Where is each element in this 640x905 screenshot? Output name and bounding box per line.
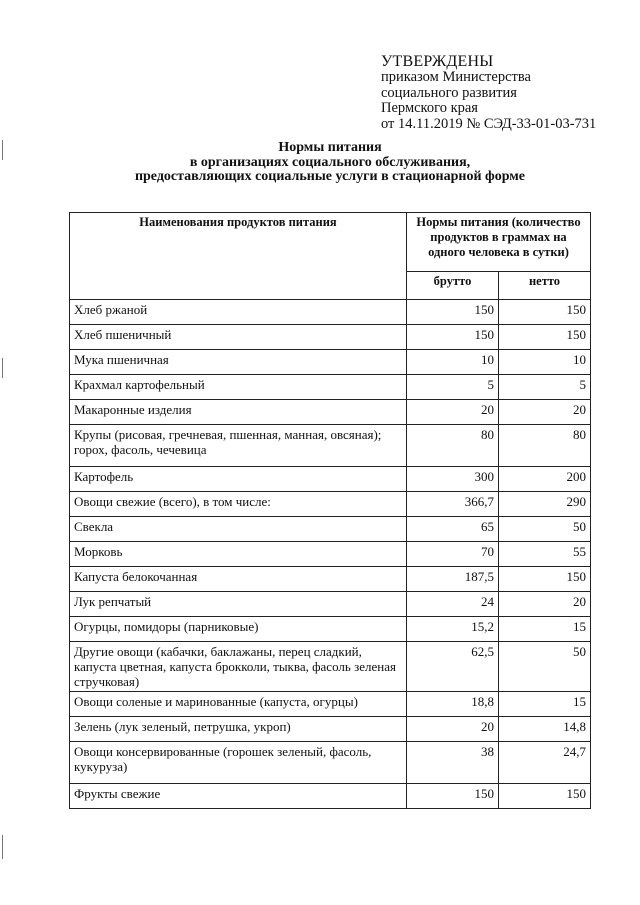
table-body [70,300,591,809]
product-name-cell: Фрукты свежие [70,784,407,809]
product-name-cell: Морковь [70,542,407,567]
net-value-cell: 80 [499,425,591,467]
net-value-cell: 50 [499,517,591,542]
table-row [70,517,591,542]
gross-value-cell: 20 [407,400,499,425]
table-row [70,492,591,517]
product-name-cell: Капуста белокочанная [70,567,407,592]
product-name-cell: Макаронные изделия [70,400,407,425]
approval-line: социального развития [381,84,517,101]
product-name-cell: Зелень (лук зеленый, петрушка, укроп) [70,717,407,742]
net-value-cell: 15 [499,692,591,717]
table-row [70,617,591,642]
product-name-cell: Крахмал картофельный [70,375,407,400]
gross-value-cell: 80 [407,425,499,467]
product-name-cell: Хлеб пшеничный [70,325,407,350]
table-row [70,300,591,325]
table-row [70,784,591,809]
approval-block [381,53,596,132]
table-row [70,742,591,784]
product-name-cell: Овощи свежие (всего), в том числе: [70,492,407,517]
gross-value-cell: 24 [407,592,499,617]
title-line: предоставляющих социальные услуги в стационарной форме [134,169,526,184]
gross-value-cell: 5 [407,375,499,400]
net-value-cell: 5 [499,375,591,400]
table-row [70,642,591,692]
title-line: в организациях социального обслуживания, [189,154,471,170]
column-header-gross: брутто [407,272,499,300]
product-name-cell: Огурцы, помидоры (парниковые) [70,617,407,642]
approval-heading: УТВЕРЖДЕНЫ [381,53,494,70]
net-value-cell: 150 [499,784,591,809]
net-value-cell: 20 [499,592,591,617]
column-header-name: Наименования продуктов питания [70,213,407,300]
net-value-cell: 10 [499,350,591,375]
product-name-cell: Свекла [70,517,407,542]
net-value-cell: 55 [499,542,591,567]
table-row [70,325,591,350]
net-value-cell: 20 [499,400,591,425]
gross-value-cell: 366,7 [407,492,499,517]
table-row [70,567,591,592]
scan-edge-mark [2,140,3,160]
gross-value-cell: 150 [407,300,499,325]
gross-value-cell: 65 [407,517,499,542]
gross-value-cell: 70 [407,542,499,567]
approval-order-number: от 14.11.2019 № СЭД-33-01-03-731 [381,115,597,132]
gross-value-cell: 20 [407,717,499,742]
product-name-cell: Другие овощи (кабачки, баклажаны, перец сладкий, капуста цветная, капуста брокколи, тыква, фасоль зеленая стручковая) [70,642,407,692]
title-line: Нормы питания [278,140,382,155]
table-row [70,425,591,467]
scan-edge-mark [2,835,3,859]
net-value-cell: 150 [499,325,591,350]
column-header-norms: Нормы питания (количество продуктов в граммах на одного человека в сутки) [407,213,591,272]
table-row [70,375,591,400]
product-name-cell: Овощи соленые и маринованные (капуста, огурцы) [70,692,407,717]
product-name-cell: Крупы (рисовая, гречневая, пшенная, манная, овсяная); горох, фасоль, чечевица [70,425,407,467]
gross-value-cell: 18,8 [407,692,499,717]
product-name-cell: Мука пшеничная [70,350,407,375]
net-value-cell: 15 [499,617,591,642]
net-value-cell: 14,8 [499,717,591,742]
table-row [70,350,591,375]
net-value-cell: 150 [499,300,591,325]
document-title [60,141,600,185]
net-value-cell: 150 [499,567,591,592]
product-name-cell: Лук репчатый [70,592,407,617]
table-row [70,542,591,567]
product-name-cell: Картофель [70,467,407,492]
net-value-cell: 290 [499,492,591,517]
gross-value-cell: 150 [407,325,499,350]
gross-value-cell: 15,2 [407,617,499,642]
gross-value-cell: 10 [407,350,499,375]
net-value-cell: 200 [499,467,591,492]
nutrition-norms-table [69,212,591,809]
approval-line: Пермского края [381,100,478,116]
table-header-row [70,213,591,272]
gross-value-cell: 300 [407,467,499,492]
table-row [70,692,591,717]
gross-value-cell: 38 [407,742,499,784]
net-value-cell: 50 [499,642,591,692]
scan-edge-mark [2,358,3,378]
column-header-net: нетто [499,272,591,300]
approval-line: приказом Министерства [381,69,531,85]
table-row [70,717,591,742]
gross-value-cell: 187,5 [407,567,499,592]
product-name-cell: Хлеб ржаной [70,300,407,325]
gross-value-cell: 150 [407,784,499,809]
table-row [70,467,591,492]
gross-value-cell: 62,5 [407,642,499,692]
net-value-cell: 24,7 [499,742,591,784]
product-name-cell: Овощи консервированные (горошек зеленый, фасоль, кукуруза) [70,742,407,784]
table-row [70,400,591,425]
table-row [70,592,591,617]
